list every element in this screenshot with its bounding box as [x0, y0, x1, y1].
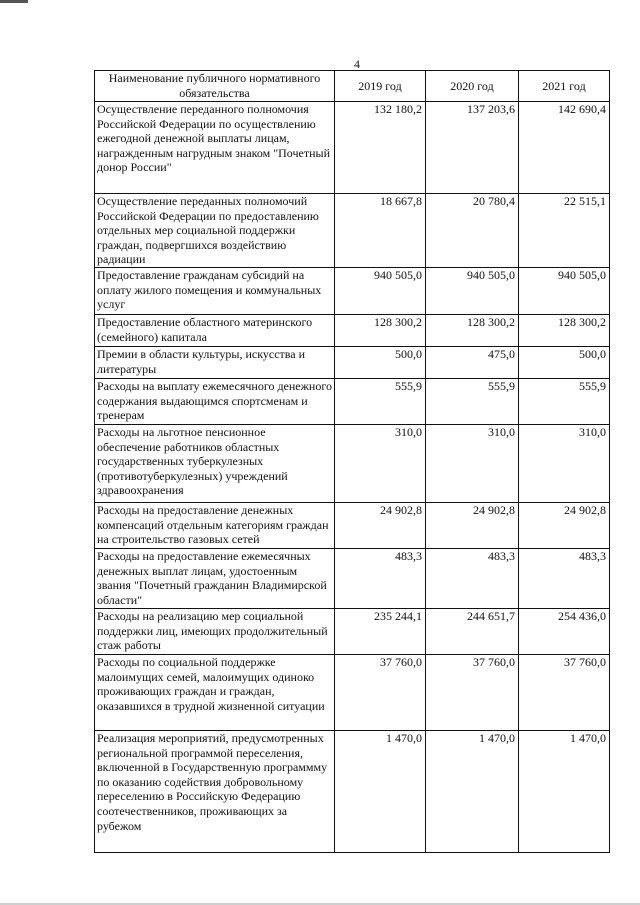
- row-name: Расходы по социальной поддержке малоимущих семей, малоимущих одиноко проживающих граждан и граждан, оказавшихся в трудной жизненной ситуации: [95, 655, 335, 731]
- table-row: [95, 347, 610, 379]
- row-value-2019: 1 470,0: [335, 731, 426, 853]
- header-2021: 2021 год: [519, 71, 610, 102]
- row-value-2021: 37 760,0: [519, 655, 610, 731]
- row-value-2021: 500,0: [519, 347, 610, 379]
- row-value-2021: 555,9: [519, 379, 610, 425]
- table-row: [95, 549, 610, 609]
- row-name: Расходы на льготное пенсионное обеспечение работников областных государственных туберкулезных (противотуберкулезных) учреждений здравоохранения: [95, 425, 335, 503]
- table-row: [95, 503, 610, 549]
- scan-corner-mark: [0, 0, 28, 3]
- row-value-2019: 128 300,2: [335, 315, 426, 347]
- row-value-2019: 24 902,8: [335, 503, 426, 549]
- row-value-2020: 310,0: [426, 425, 519, 503]
- row-value-2020: 940 505,0: [426, 268, 519, 315]
- row-value-2020: 137 203,6: [426, 102, 519, 194]
- row-value-2020: 483,3: [426, 549, 519, 609]
- row-name: Расходы на реализацию мер социальной поддержки лиц, имеющих продолжительный стаж работы: [95, 609, 335, 655]
- row-value-2021: 128 300,2: [519, 315, 610, 347]
- table-row: [95, 731, 610, 853]
- table-row: [95, 609, 610, 655]
- row-value-2021: 310,0: [519, 425, 610, 503]
- row-value-2019: 235 244,1: [335, 609, 426, 655]
- row-value-2021: 1 470,0: [519, 731, 610, 853]
- row-value-2021: 24 902,8: [519, 503, 610, 549]
- page-number: 4: [354, 57, 360, 71]
- row-value-2019: 18 667,8: [335, 194, 426, 268]
- table-row: [95, 425, 610, 503]
- header-2020: 2020 год: [426, 71, 519, 102]
- table-row: [95, 379, 610, 425]
- table-row: [95, 194, 610, 268]
- table-row: [95, 655, 610, 731]
- row-value-2021: 22 515,1: [519, 194, 610, 268]
- row-value-2021: 254 436,0: [519, 609, 610, 655]
- row-value-2019: 500,0: [335, 347, 426, 379]
- row-value-2020: 244 651,7: [426, 609, 519, 655]
- row-value-2020: 128 300,2: [426, 315, 519, 347]
- row-name: Расходы на выплату ежемесячного денежного содержания выдающимся спортсменам и тренерам: [95, 379, 335, 425]
- row-name: Осуществление переданных полномочий Российской Федерации по предоставлению отдельных мер социальной поддержки граждан, подвергшихся воздействию радиации: [95, 194, 335, 268]
- table-header-row: [95, 71, 610, 102]
- row-name: Осуществление переданного полномочия Российской Федерации по осуществлению ежегодной денежной выплаты лицам, награжденным нагрудным знаком "Почетный донор России": [95, 102, 335, 194]
- row-name: Реализация мероприятий, предусмотренных региональной программой переселения, включенной в Государственную программму по оказанию содействия добровольному переселению в Российскую Федерацию соотечественников, проживающих за рубежом: [95, 731, 335, 853]
- row-value-2020: 37 760,0: [426, 655, 519, 731]
- table-row: [95, 102, 610, 194]
- row-value-2020: 24 902,8: [426, 503, 519, 549]
- row-value-2021: 142 690,4: [519, 102, 610, 194]
- row-value-2019: 483,3: [335, 549, 426, 609]
- row-value-2021: 483,3: [519, 549, 610, 609]
- row-value-2021: 940 505,0: [519, 268, 610, 315]
- obligations-table: [94, 70, 610, 853]
- row-value-2020: 555,9: [426, 379, 519, 425]
- row-value-2020: 20 780,4: [426, 194, 519, 268]
- row-name: Предоставление гражданам субсидий на оплату жилого помещения и коммунальных услуг: [95, 268, 335, 315]
- row-name: Расходы на предоставление ежемесячных денежных выплат лицам, удостоенным звания "Почетный гражданин Владимирской области": [95, 549, 335, 609]
- table-row: [95, 315, 610, 347]
- row-value-2019: 940 505,0: [335, 268, 426, 315]
- row-value-2019: 37 760,0: [335, 655, 426, 731]
- header-name: Наименование публичного нормативного обязательства: [95, 71, 335, 102]
- header-2019: 2019 год: [335, 71, 426, 102]
- row-name: Предоставление областного материнского (семейного) капитала: [95, 315, 335, 347]
- row-value-2019: 555,9: [335, 379, 426, 425]
- row-value-2019: 132 180,2: [335, 102, 426, 194]
- row-name: Премии в области культуры, искусства и литературы: [95, 347, 335, 379]
- row-value-2020: 475,0: [426, 347, 519, 379]
- table-row: [95, 268, 610, 315]
- row-value-2020: 1 470,0: [426, 731, 519, 853]
- row-value-2019: 310,0: [335, 425, 426, 503]
- row-name: Расходы на предоставление денежных компенсаций отдельным категориям граждан на строительство газовых сетей: [95, 503, 335, 549]
